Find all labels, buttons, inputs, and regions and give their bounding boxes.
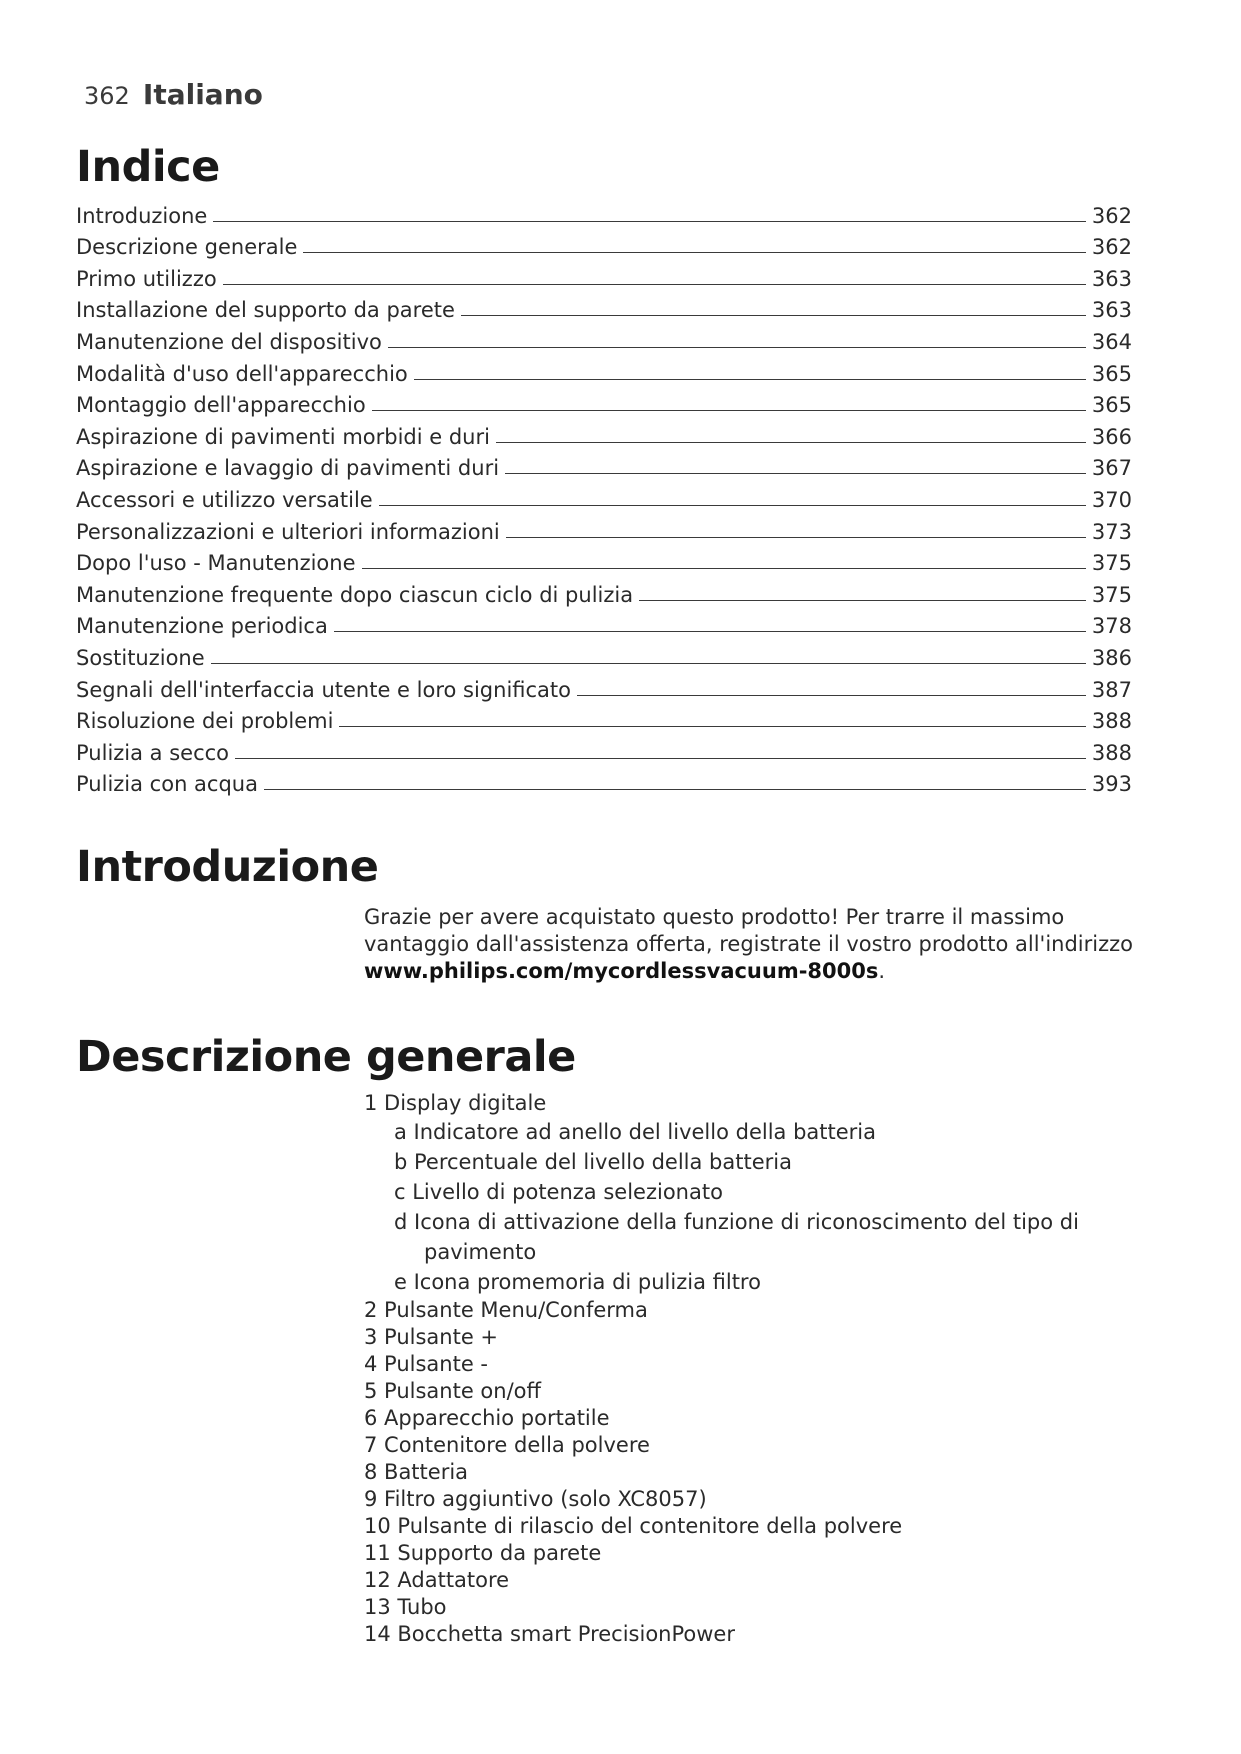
toc-entry[interactable] (76, 449, 1132, 481)
part-subitem: pavimento (424, 1240, 537, 1264)
toc-entry-title: Montaggio dell'apparecchio (76, 393, 366, 418)
toc-entry[interactable] (76, 670, 1132, 702)
toc-entry-page: 362 (1091, 203, 1132, 228)
toc-entry-title: Manutenzione periodica (76, 614, 328, 639)
part-item: 8 Batteria (364, 1460, 469, 1484)
toc-heading: Indice (76, 142, 220, 192)
toc-entry-page: 393 (1091, 772, 1132, 797)
toc-entry-title: Manutenzione frequente dopo ciascun ciclo di pulizia (76, 582, 634, 607)
toc-entry-page: 378 (1091, 614, 1132, 639)
page-number: 362 (84, 82, 130, 110)
part-item: 6 Apparecchio portatile (364, 1406, 610, 1430)
toc-entry-title: Aspirazione e lavaggio di pavimenti duri (76, 456, 500, 481)
part-item: 9 Filtro aggiuntivo (solo XC8057) (364, 1487, 707, 1511)
toc-entry-page: 373 (1091, 519, 1132, 544)
toc-entry-page: 388 (1091, 740, 1132, 765)
toc-leader-line (334, 631, 1086, 632)
toc-entry-title: Aspirazione di pavimenti morbidi e duri (76, 424, 490, 449)
part-item: 5 Pulsante on/off (364, 1379, 541, 1403)
language-label: Italiano (142, 78, 263, 111)
toc-entry-title: Personalizzazioni e ulteriori informazioni (76, 519, 500, 544)
toc-entry-title: Primo utilizzo (76, 266, 217, 291)
toc-entry[interactable] (76, 544, 1132, 576)
part-subitem: d Icona di attivazione della funzione di riconoscimento del tipo di (394, 1210, 1079, 1234)
toc-leader-line (213, 221, 1086, 222)
toc-entry[interactable] (76, 480, 1132, 512)
toc-entry[interactable] (76, 386, 1132, 418)
intro-text: Grazie per avere acquistato questo prodotto! Per trarre il massimo vantaggio dall'assistenza offerta, registrate il vostro prodotto all'indirizzo (364, 905, 1134, 956)
toc-entry-title: Pulizia con acqua (76, 772, 258, 797)
part-item: 1 Display digitale (364, 1091, 547, 1115)
part-item: 3 Pulsante + (364, 1325, 499, 1349)
toc-entry-title: Modalità d'uso dell'apparecchio (76, 361, 408, 386)
toc-entry[interactable] (76, 228, 1132, 260)
toc-leader-line (303, 252, 1086, 253)
toc-entry[interactable] (76, 607, 1132, 639)
toc-leader-line (235, 758, 1086, 759)
part-item: 2 Pulsante Menu/Conferma (364, 1298, 648, 1322)
toc-entry-page: 366 (1091, 424, 1132, 449)
part-subitem: a Indicatore ad anello del livello della batteria (394, 1120, 876, 1144)
toc-entry-title: Descrizione generale (76, 235, 298, 260)
page-header (84, 78, 263, 111)
toc-entry-page: 367 (1091, 456, 1132, 481)
part-item: 12 Adattatore (364, 1568, 510, 1592)
part-item: 4 Pulsante - (364, 1352, 489, 1376)
toc-leader-line (414, 379, 1086, 380)
part-item: 11 Supporto da parete (364, 1541, 602, 1565)
toc-entry-page: 375 (1091, 551, 1132, 576)
toc-entry[interactable] (76, 702, 1132, 734)
part-item: 13 Tubo (364, 1595, 447, 1619)
toc-entry[interactable] (76, 733, 1132, 765)
toc-entry-page: 388 (1091, 709, 1132, 734)
toc-entry-page: 364 (1091, 329, 1132, 354)
toc-leader-line (264, 789, 1086, 790)
intro-suffix: . (878, 959, 886, 983)
toc-leader-line (372, 410, 1086, 411)
part-item: 14 Bocchetta smart PrecisionPower (364, 1622, 735, 1646)
toc-entry[interactable] (76, 638, 1132, 670)
toc-leader-line (223, 284, 1086, 285)
registration-link[interactable]: www.philips.com/mycordlessvacuum-8000s (364, 959, 879, 983)
toc-entry[interactable] (76, 512, 1132, 544)
table-of-contents (76, 196, 1132, 796)
toc-entry-page: 363 (1091, 298, 1132, 323)
toc-leader-line (506, 537, 1086, 538)
toc-leader-line (211, 663, 1086, 664)
toc-entry-page: 375 (1091, 582, 1132, 607)
toc-entry-page: 362 (1091, 235, 1132, 260)
toc-leader-line (496, 442, 1086, 443)
toc-entry-page: 387 (1091, 677, 1132, 702)
toc-entry-title: Dopo l'uso - Manutenzione (76, 551, 356, 576)
toc-entry[interactable] (76, 575, 1132, 607)
toc-entry-title: Risoluzione dei problemi (76, 709, 334, 734)
toc-leader-line (388, 347, 1086, 348)
toc-entry-title: Installazione del supporto da parete (76, 298, 455, 323)
parts-list (364, 1090, 1079, 1648)
toc-leader-line (362, 568, 1086, 569)
toc-entry[interactable] (76, 354, 1132, 386)
toc-leader-line (577, 695, 1086, 696)
toc-entry[interactable] (76, 322, 1132, 354)
toc-leader-line (379, 505, 1086, 506)
toc-entry[interactable] (76, 259, 1132, 291)
toc-entry-title: Accessori e utilizzo versatile (76, 487, 373, 512)
description-heading: Descrizione generale (76, 1032, 576, 1082)
intro-paragraph (364, 904, 1144, 985)
toc-entry-page: 386 (1091, 645, 1132, 670)
toc-entry[interactable] (76, 417, 1132, 449)
part-subitem: c Livello di potenza selezionato (394, 1180, 723, 1204)
toc-entry-page: 365 (1091, 361, 1132, 386)
toc-entry[interactable] (76, 291, 1132, 323)
part-subitem: e Icona promemoria di pulizia filtro (394, 1270, 761, 1294)
intro-heading: Introduzione (76, 842, 379, 892)
toc-entry-title: Pulizia a secco (76, 740, 230, 765)
toc-leader-line (505, 473, 1086, 474)
part-item: 7 Contenitore della polvere (364, 1433, 650, 1457)
part-subitem: b Percentuale del livello della batteria (394, 1150, 792, 1174)
toc-leader-line (339, 726, 1085, 727)
toc-leader-line (461, 315, 1086, 316)
toc-leader-line (639, 600, 1086, 601)
part-item: 10 Pulsante di rilascio del contenitore della polvere (364, 1514, 903, 1538)
toc-entry[interactable] (76, 196, 1132, 228)
toc-entry-title: Sostituzione (76, 645, 205, 670)
toc-entry-page: 365 (1091, 393, 1132, 418)
toc-entry-page: 370 (1091, 487, 1132, 512)
toc-entry[interactable] (76, 765, 1132, 797)
toc-entry-title: Introduzione (76, 203, 208, 228)
toc-entry-title: Segnali dell'interfaccia utente e loro significato (76, 677, 572, 702)
toc-entry-page: 363 (1091, 266, 1132, 291)
toc-entry-title: Manutenzione del dispositivo (76, 329, 382, 354)
